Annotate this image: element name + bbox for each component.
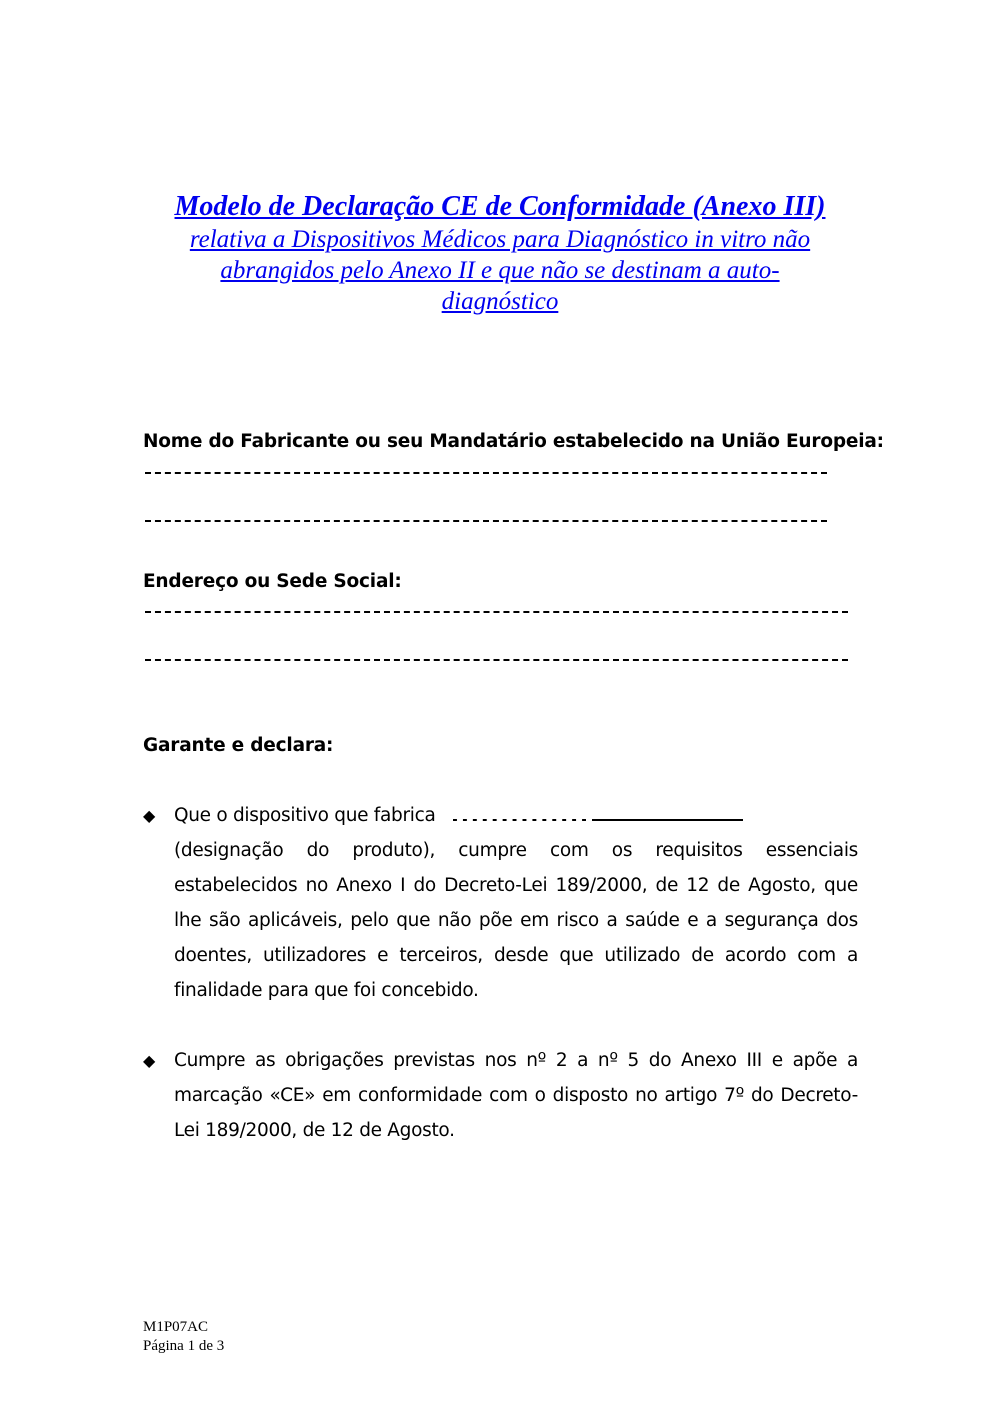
address-blank-line-2[interactable] [145,659,848,661]
address-blank-line-1[interactable] [145,611,848,613]
declaration-item-2 [143,1043,858,1148]
product-designation-blank[interactable] [447,799,743,821]
document-title-block [130,190,870,317]
manufacturer-blank-line-2[interactable] [145,520,827,522]
document-code: M1P07AC [143,1319,209,1335]
document-subtitle-line-1[interactable]: relativa a Dispositivos Médicos para Diagnóstico in vitro não [189,226,811,253]
document-subtitle-line-3[interactable]: diagnóstico [441,288,559,315]
manufacturer-label: Nome do Fabricante ou seu Mandatário estabelecido na União Europeia: [143,431,884,452]
diamond-bullet-icon: ◆ [143,806,156,825]
declaration-item-2-body: Cumpre as obrigações previstas nos nº 2 a nº 5 do Anexo III e apõe a marcação «CE» em conformidade com o disposto no artigo 7º do Decreto-Lei 189/2000, de 12 de Agosto. [174,1050,858,1141]
manufacturer-blank-line-1[interactable] [145,472,827,474]
page-number: Página 1 de 3 [143,1338,225,1354]
address-label: Endereço ou Sede Social: [143,571,402,592]
document-title[interactable]: Modelo de Declaração CE de Conformidade (Anexo III) [174,191,826,222]
diamond-bullet-icon: ◆ [143,1051,156,1070]
declaration-item-1-lead: Que o dispositivo que fabrica [174,805,436,826]
declaration-item-1 [143,798,858,1008]
document-subtitle-line-2[interactable]: abrangidos pelo Anexo II e que não se destinam a auto- [220,257,780,284]
declaration-heading: Garante e declara: [143,735,334,756]
declaration-item-1-body: (designação do produto), cumpre com os requisitos essenciais estabelecidos no Anexo I do Decreto-Lei 189/2000, de 12 de Agosto, que lhe são aplicáveis, pelo que não põe em risco a saúde e a segurança dos doentes, utilizadores e terceiros, desde que utilizado de acordo com a finalidade para que foi concebido. [174,840,858,1001]
page-footer [143,1318,224,1356]
